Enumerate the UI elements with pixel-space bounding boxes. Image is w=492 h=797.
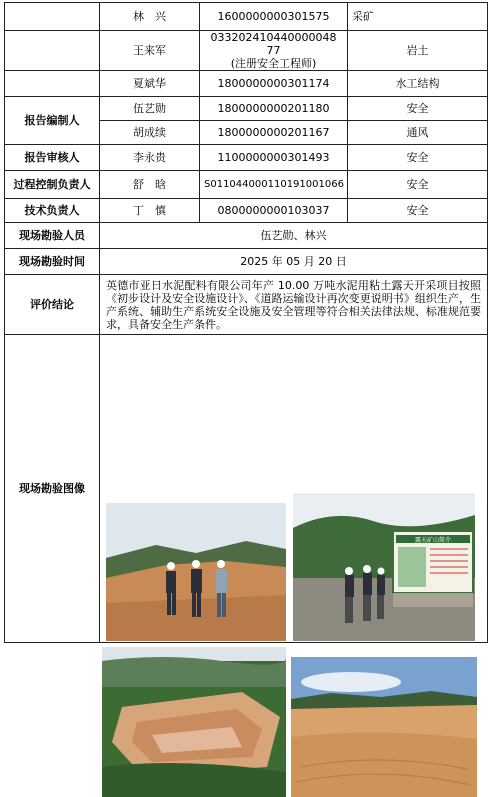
specialty: 水工结构 — [348, 71, 488, 97]
person-name: 夏斌华 — [100, 71, 200, 97]
specialty: 岩土 — [348, 31, 488, 71]
cert-number: S011044000110191001066 — [200, 171, 348, 199]
site-photo-1 — [106, 503, 286, 641]
tech-lead-label: 技术负责人 — [5, 199, 100, 223]
cert-number: 1800000000301174 — [200, 71, 348, 97]
conclusion-label: 评价结论 — [5, 275, 100, 335]
table-row — [5, 223, 488, 249]
table-row — [5, 249, 488, 275]
survey-staff-value: 伍艺勋、林兴 — [100, 223, 488, 249]
conclusion-text: 英德市亚日水泥配料有限公司年产 10.00 万吨水泥用粘土露天开采项目按照《初步设计及安全设施设计》、《道路运输设计再次变更说明书》组织生产，生产系统、辅助生产系统安全设施及安全管理等符合相关法律法规、标准规范要求，具备安全生产条件。 — [100, 275, 488, 335]
cert-number: 1800000000201167 — [200, 121, 348, 145]
site-photo-4 — [291, 657, 477, 797]
specialty: 通风 — [348, 121, 488, 145]
cert-number: 0800000000103037 — [200, 199, 348, 223]
site-photo-3 — [102, 647, 286, 797]
table-row — [5, 199, 488, 223]
table-row — [5, 71, 488, 97]
table-row — [5, 97, 488, 121]
cert-number: 1100000000301493 — [200, 145, 348, 171]
site-photo-2 — [293, 493, 475, 641]
specialty: 采矿 — [348, 3, 488, 31]
survey-time-label: 现场勘验时间 — [5, 249, 100, 275]
table-row — [5, 171, 488, 199]
cert-number: 1600000000301575 — [200, 3, 348, 31]
process-control-label: 过程控制负责人 — [5, 171, 100, 199]
reviewer-label: 报告审核人 — [5, 145, 100, 171]
person-name: 丁 慎 — [100, 199, 200, 223]
survey-staff-label: 现场勘验人员 — [5, 223, 100, 249]
person-name: 舒 晗 — [100, 171, 200, 199]
table-row — [5, 3, 488, 31]
specialty: 安全 — [348, 199, 488, 223]
person-name: 胡成续 — [100, 121, 200, 145]
specialty: 安全 — [348, 171, 488, 199]
cert-number: 1800000000201180 — [200, 97, 348, 121]
person-name: 伍艺勋 — [100, 97, 200, 121]
photo-grid — [100, 335, 488, 643]
personnel-table — [4, 2, 488, 643]
cert-number: 033202410440000048 77 (注册安全工程师) — [200, 31, 348, 71]
table-row — [5, 335, 488, 643]
specialty: 安全 — [348, 97, 488, 121]
photos-label: 现场勘验图像 — [5, 335, 100, 643]
sign-title: 露天矿山简介 — [414, 536, 452, 544]
table-row — [5, 31, 488, 71]
person-name: 王来军 — [100, 31, 200, 71]
table-row — [5, 145, 488, 171]
compilers-label: 报告编制人 — [5, 97, 100, 145]
person-name: 李永贵 — [100, 145, 200, 171]
survey-time-value: 2025 年 05 月 20 日 — [100, 249, 488, 275]
table-row — [5, 275, 488, 335]
person-name: 林 兴 — [100, 3, 200, 31]
specialty: 安全 — [348, 145, 488, 171]
